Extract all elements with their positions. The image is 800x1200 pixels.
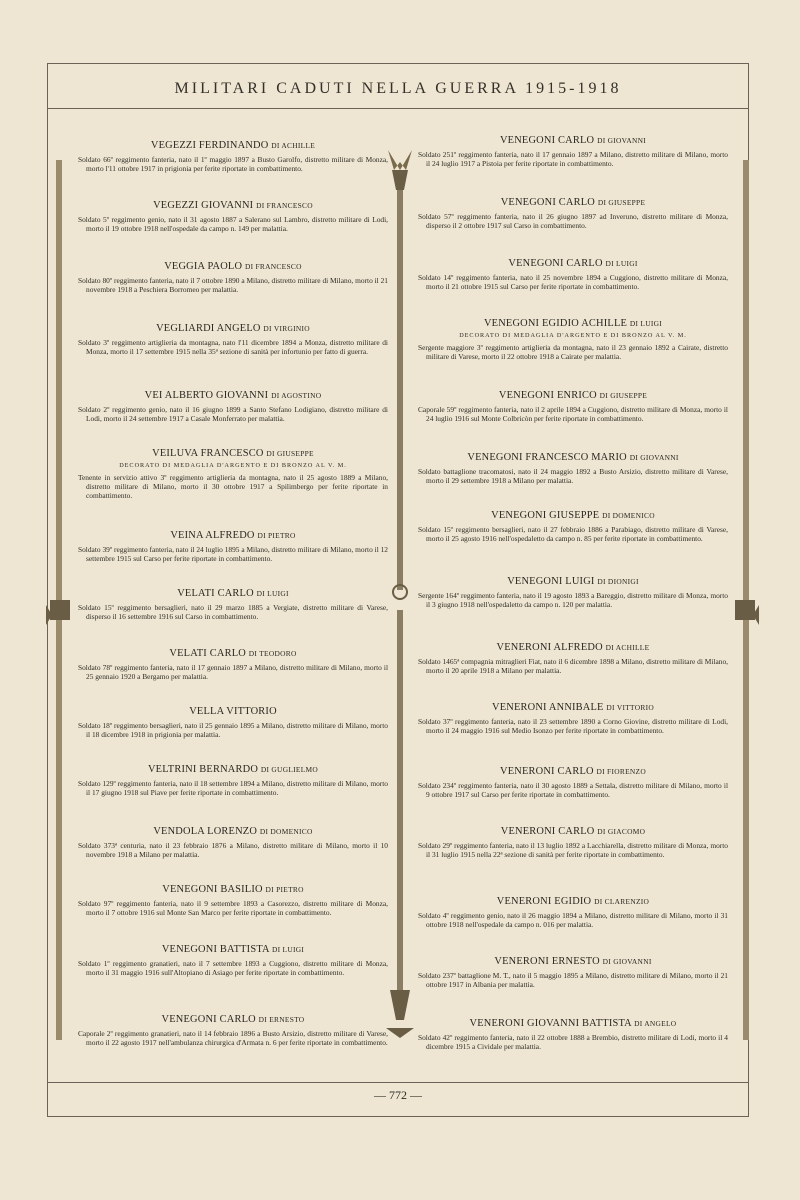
entry-text: Soldato 5º reggimento genio, nato il 31 agosto 1887 a Salerano sul Lambro, distretto militare di Lodi, morto il 19 ottobre 1918 nell'ospedale da campo n. 149 per malattia. bbox=[78, 215, 388, 233]
entry bbox=[78, 764, 388, 798]
entry bbox=[78, 588, 388, 622]
entry bbox=[418, 510, 728, 544]
entry-father: DI GIOVANNI bbox=[602, 957, 652, 966]
footer-rule bbox=[47, 1082, 749, 1083]
entry-name: VENEGONI CARLO bbox=[499, 135, 595, 146]
entry-father: DI FIORENZO bbox=[596, 767, 647, 776]
entry-father: DI VITTORIO bbox=[606, 703, 654, 712]
entry bbox=[418, 452, 728, 486]
right-pole-ornament bbox=[725, 160, 765, 1060]
entry-father: DI LUIGI bbox=[271, 945, 305, 954]
entry bbox=[78, 200, 388, 234]
entry bbox=[78, 884, 388, 918]
entry-father: DI PIETRO bbox=[257, 531, 296, 540]
entry-father: DI GIUSEPPE bbox=[597, 198, 646, 207]
entry-name: VEILUVA FRANCESCO bbox=[152, 448, 264, 459]
entry bbox=[418, 702, 728, 736]
entry bbox=[78, 448, 388, 500]
entry-name: VENERONI GIOVANNI BATTISTA bbox=[469, 1018, 632, 1029]
entry-name: VENERONI ANNIBALE bbox=[491, 702, 604, 713]
entry-name: VENERONI EGIDIO bbox=[496, 896, 592, 907]
entry bbox=[78, 530, 388, 564]
entry-father: DI ANGELO bbox=[634, 1019, 677, 1028]
entry-text: Soldato battaglione tracomatosi, nato il 24 maggio 1892 a Busto Arsizio, distretto militare di Varese, morto il 29 settembre 1918 a Milano per malattia. bbox=[418, 467, 728, 485]
entry-father: DI ACHILLE bbox=[271, 141, 316, 150]
entry bbox=[78, 706, 388, 740]
entry-name: VENEGONI LUIGI bbox=[507, 576, 595, 587]
entry bbox=[78, 323, 388, 357]
entry-father: DI GUGLIELMO bbox=[260, 765, 319, 774]
entry-name: VENDOLA LORENZO bbox=[153, 826, 258, 837]
entry-father: DI FRANCESCO bbox=[256, 201, 313, 210]
entry-name: VENEGONI EGIDIO ACHILLE bbox=[483, 318, 628, 329]
entry bbox=[78, 826, 388, 860]
entry-text: Soldato 18º reggimento bersaglieri, nato il 25 gennaio 1895 a Milano, distretto militare di Milano, morto il 18 dicembre 1918 in prigionia per malattia. bbox=[78, 721, 388, 739]
entry-father: DI GIOVANNI bbox=[597, 136, 647, 145]
entry-father: DI GIACOMO bbox=[597, 827, 646, 836]
entry-name: VENERONI CARLO bbox=[499, 766, 594, 777]
entry-text: Soldato 129º reggimento fanteria, nato il 18 settembre 1894 a Milano, distretto militare di Milano, morto il 17 giugno 1918 sul Piave per ferite riportate in combattimento. bbox=[78, 779, 388, 797]
page-number: — 772 — bbox=[374, 1088, 422, 1102]
entry bbox=[418, 135, 728, 169]
entry bbox=[78, 140, 388, 174]
entry-father: DI GIUSEPPE bbox=[266, 449, 314, 458]
entry-father: DI PIETRO bbox=[265, 885, 304, 894]
entry-text: Caporale 2º reggimento granatieri, nato il 14 febbraio 1896 a Busto Arsizio, distretto militare di Varese, morto il 22 agosto 1917 nell'ambulanza chirurgica d'Armata n. 6 per ferite riportate in combattimento. bbox=[78, 1029, 388, 1047]
entry-father: DI LUIGI bbox=[605, 259, 638, 268]
entry-name: VENEGONI CARLO bbox=[508, 258, 603, 269]
entry-decoration: DECORATO DI MEDAGLIA D'ARGENTO E DI BRONZO AL V. M. bbox=[459, 332, 687, 339]
entry bbox=[418, 576, 728, 610]
entry-text: Tenente in servizio attivo 3º reggimento artiglieria da montagna, nato il 25 agosto 1889 a Milano, distretto militare di Milano, morto il 30 ottobre 1917 a Spilimbergo per ferite riportate in combattimento. bbox=[78, 473, 388, 500]
entry-text: Sergente maggiore 3º reggimento artiglieria da montagna, nato il 23 gennaio 1892 a Cairate, distretto militare di Varese, morto il 22 ottobre 1918 a Cairate per malattia. bbox=[418, 343, 728, 361]
entry-father: DI DOMENICO bbox=[602, 511, 655, 520]
entry-name: VELATI CARLO bbox=[169, 648, 246, 659]
entry-text: Soldato 373ª centuria, nato il 23 febbraio 1876 a Milano, distretto militare di Milano, morto il 10 novembre 1918 a Milano per malattia. bbox=[78, 841, 388, 859]
entry-father: DI FRANCESCO bbox=[244, 262, 302, 271]
entry-name: VENERONI ALFREDO bbox=[496, 642, 603, 653]
entry-text: Soldato 2º reggimento genio, nato il 16 giugno 1899 a Santo Stefano Lodigiano, distretto militare di Lodi, morto il 24 settembre 1917 a Casale Monferrato per malattia. bbox=[78, 405, 388, 423]
entry-name: VELLA VITTORIO bbox=[189, 706, 277, 717]
page-title: MILITARI CADUTI NELLA GUERRA 1915-1918 bbox=[174, 80, 622, 97]
entry-text: Soldato 97º reggimento fanteria, nato il 9 settembre 1893 a Casorezzo, distretto militare di Monza, morto il 7 ottobre 1916 sul Monte San Marco per ferite riportate in combattimento. bbox=[78, 899, 388, 917]
entry bbox=[418, 390, 728, 424]
entry-name: VEINA ALFREDO bbox=[170, 530, 255, 541]
entry-text: Soldato 78º reggimento fanteria, nato il 17 gennaio 1897 a Milano, distretto militare di Milano, morto il 25 gennaio 1920 a Bergamo per malattia. bbox=[78, 663, 388, 681]
entry bbox=[418, 826, 728, 860]
entry bbox=[418, 642, 728, 676]
entry-name: VELTRINI BERNARDO bbox=[147, 764, 259, 775]
entry-name: VENERONI CARLO bbox=[500, 826, 595, 837]
entry-text: Soldato 15º reggimento bersaglieri, nato il 29 marzo 1885 a Vergiate, distretto militare di Varese, disperso il 16 settembre 1916 sul Carso in combattimento. bbox=[78, 603, 388, 621]
entry-name: VENEGONI GIUSEPPE bbox=[491, 510, 600, 521]
entry-father: DI GIOVANNI bbox=[629, 453, 679, 462]
left-pole-ornament bbox=[40, 160, 80, 1060]
entry-father: DI LUIGI bbox=[629, 319, 663, 328]
entry-text: Soldato 1º reggimento granatieri, nato il 7 settembre 1893 a Cuggiono, distretto militare di Monza, morto il 31 maggio 1916 sull'Altopiano di Asiago per ferite riportate in combattimento. bbox=[78, 959, 388, 977]
entry-text: Soldato 4º reggimento genio, nato il 26 maggio 1894 a Milano, distretto militare di Milano, morto il 31 ottobre 1918 nell'ospedale da campo n. 016 per malattia. bbox=[418, 911, 728, 929]
entry bbox=[78, 261, 388, 295]
entry-name: VEGEZZI GIOVANNI bbox=[153, 200, 254, 211]
entry bbox=[78, 1014, 388, 1048]
entry bbox=[418, 766, 728, 800]
entry bbox=[418, 258, 728, 292]
entry-text: Soldato 15º reggimento bersaglieri, nato il 27 febbraio 1886 a Parabiago, distretto militare di Varese, morto il 25 agosto 1916 nell'ospedaletto da campo n. 85 per ferite riportate in combattimento. bbox=[418, 525, 728, 543]
entry-name: VELATI CARLO bbox=[177, 588, 254, 599]
entry-text: Soldato 42º reggimento fanteria, nato il 22 ottobre 1888 a Brembio, distretto militare di Lodi, morto il 4 dicembre 1915 a Cividale per malattia. bbox=[418, 1033, 728, 1051]
entry-father: DI CLARENZIO bbox=[594, 897, 650, 906]
entry-text: Soldato 14º reggimento fanteria, nato il 25 novembre 1894 a Cuggiono, distretto militare di Monza, morto il 21 ottobre 1915 sul Carso per ferite riportate in combattimento. bbox=[418, 273, 728, 291]
entry bbox=[418, 896, 728, 930]
entry bbox=[418, 197, 728, 231]
entry-name: VEI ALBERTO GIOVANNI bbox=[144, 390, 269, 401]
entry-text: Soldato 80º reggimento fanteria, nato il 7 ottobre 1890 a Milano, distretto militare di Milano, morto il 21 novembre 1918 a Peschiera Borromeo per malattia. bbox=[78, 276, 388, 294]
entry bbox=[78, 944, 388, 978]
entry-father: DI ACHILLE bbox=[605, 643, 650, 652]
entry-father: DI AGOSTINO bbox=[271, 391, 322, 400]
entry-name: VENEGONI CARLO bbox=[161, 1014, 256, 1025]
entry-text: Soldato 1465ª compagnia mitraglieri Fiat, nato il 6 dicembre 1898 a Milano, distretto militare di Milano, morto il 20 aprile 1918 a Milano per malattia. bbox=[418, 657, 728, 675]
entry-name: VENERONI ERNESTO bbox=[494, 956, 600, 967]
entry-father: DI DOMENICO bbox=[259, 827, 313, 836]
entry-text: Caporale 59º reggimento fanteria, nato il 2 aprile 1894 a Cuggiono, distretto militare di Monza, morto il 24 luglio 1916 sul Monte Colbricòn per ferite riportate in combattimento. bbox=[418, 405, 728, 423]
entry-text: Sergente 164º reggimento fanteria, nato il 19 agosto 1893 a Bareggio, distretto militare di Monza, morto il 3 giugno 1918 nell'ospedaletto da campo n. 120 per malattia. bbox=[418, 591, 728, 609]
entry-name: VEGLIARDI ANGELO bbox=[156, 323, 261, 334]
entry-decoration: DECORATO DI MEDAGLIA D'ARGENTO E DI BRONZO AL V. M. bbox=[119, 462, 347, 469]
entry-name: VEGGIA PAOLO bbox=[164, 261, 243, 272]
entry-text: Soldato 3º reggimento artiglieria da montagna, nato l'11 dicembre 1894 a Monza, distretto militare di Monza, morto il 17 settembre 1915 nella 35ª sezione di sanità per infortunio per fatto di guerra. bbox=[78, 338, 388, 356]
entry-name: VENEGONI FRANCESCO MARIO bbox=[467, 452, 627, 463]
entry-name: VENEGONI ENRICO bbox=[498, 390, 597, 401]
entry-text: Soldato 237º battaglione M. T., nato il 5 maggio 1895 a Milano, distretto militare di Milano, morto il 21 ottobre 1917 in Albania per malattia. bbox=[418, 971, 728, 989]
entry bbox=[78, 648, 388, 682]
entry-father: DI LUIGI bbox=[256, 589, 289, 598]
entry-text: Soldato 234º reggimento fanteria, nato il 30 agosto 1889 a Settala, distretto militare di Milano, morto il 9 ottobre 1917 sul Carso per ferite riportate in combattimento. bbox=[418, 781, 728, 799]
entry bbox=[418, 1018, 728, 1052]
entry bbox=[418, 318, 728, 362]
entry-text: Soldato 39º reggimento fanteria, nato il 24 luglio 1895 a Milano, distretto militare di Milano, morto il 12 settembre 1915 sul Carso per ferite riportate in combattimento. bbox=[78, 545, 388, 563]
entry-name: VEGEZZI FERDINANDO bbox=[150, 140, 269, 151]
entry-text: Soldato 29º reggimento fanteria, nato il 13 luglio 1892 a Lacchiarella, distretto militare di Monza, morto il 31 luglio 1915 nella 22ª sezione di sanità per ferite riportate in combattimento. bbox=[418, 841, 728, 859]
entry-name: VENEGONI BATTISTA bbox=[161, 944, 270, 955]
entry-name: VENEGONI BASILIO bbox=[162, 884, 263, 895]
entry-father: DI ERNESTO bbox=[258, 1015, 305, 1024]
entry-father: DI DIONIGI bbox=[597, 577, 639, 586]
entry-father: DI GIUSEPPE bbox=[599, 391, 648, 400]
header-rule bbox=[47, 108, 749, 109]
entry bbox=[78, 390, 388, 424]
entry-father: DI TEODORO bbox=[248, 649, 297, 658]
entry-text: Soldato 37º reggimento fanteria, nato il 23 settembre 1890 a Corno Giovine, distretto militare di Lodi, morto il 24 maggio 1916 sul Medio Isonzo per ferite riportate in combattimento. bbox=[418, 717, 728, 735]
entry-text: Soldato 57º reggimento fanteria, nato il 26 giugno 1897 ad Inveruno, distretto militare di Monza, disperso il 2 ottobre 1917 sul Carso in combattimento. bbox=[418, 212, 728, 230]
entry-father: DI VIRGINIO bbox=[263, 324, 310, 333]
entry-name: VENEGONI CARLO bbox=[500, 197, 596, 208]
entry-text: Soldato 66º reggimento fanteria, nato il 1º maggio 1897 a Busto Garolfo, distretto militare di Monza, morto l'11 ottobre 1917 in prigionia per ferite riportate in combattimento. bbox=[78, 155, 388, 173]
entry-text: Soldato 251º reggimento fanteria, nato il 17 gennaio 1897 a Milano, distretto militare di Milano, morto il 24 luglio 1917 a Pistoia per ferite riportate in combattimento. bbox=[418, 150, 728, 168]
entry bbox=[418, 956, 728, 990]
